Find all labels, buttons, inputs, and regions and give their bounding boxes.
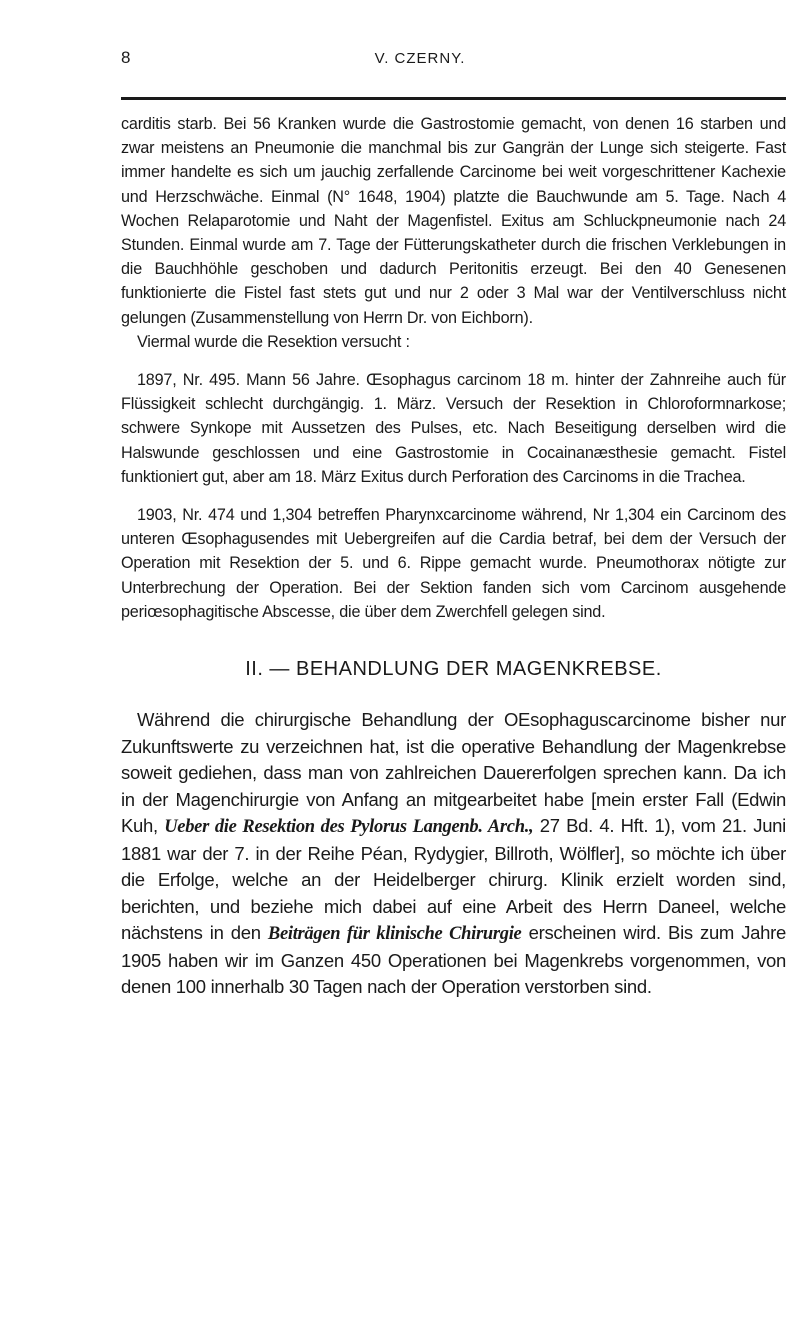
header-rule — [121, 97, 786, 100]
running-head: V. CZERNY. — [374, 50, 466, 67]
section-heading: II. — BEHANDLUNG DER MAGENKREBSE. — [245, 658, 662, 681]
paragraph-case-1897: 1897, Nr. 495. Mann 56 Jahre. Œsophagus carcinom 18 m. hinter der Zahnreihe auch für Flüssigkeit schlecht durchgängig. 1. März. Versuch der Resektion in Chloroformnarkose; schwere Synkope mit Aussetzen des Pulses, etc. Nach Beseitigung derselben wird die Halswunde geschlossen und eine Gastrostomie in Cocainanæsthesie gemacht. Fistel funktioniert gut, aber am 18. März Exitus durch Perforation des Carcinoms in die Trachea. — [121, 371, 786, 486]
main-text-segment: erscheinen wird. Bis zum Jahre 1905 haben wir im Ganzen 450 Operationen bei Magenkrebs vorgenommen, von denen 100 innerhalb 30 Tagen nach der Operation verstorben sind. — [121, 922, 786, 998]
paragraph-resection-attempts: Viermal wurde die Resektion versucht : — [137, 332, 410, 351]
main-text-segment: Während die chirurgische Behandlung der OEsophaguscarcinome bisher nur Zukunftswerte zu verzeichnen hat, ist die operative Behandlung der Magenkrebse soweit gediehen, dass man von zahlreichen Dauererfolgen sprechen kann. Da ich in der Magenchirurgie von Anfang an mitgearbeitet habe [mein erster Fall (Edwin Kuh, — [121, 709, 786, 837]
paragraph-case-1903: 1903, Nr. 474 und 1,304 betreffen Pharynxcarcinome während, Nr 1,304 ein Carcinom des unteren Œsophagusendes mit Uebergreifen auf die Cardia betraf, bei dem der Versuch der Operation mit Resektion der 5. und 6. Rippe gemacht wurde. Pneumothorax nötigte zur Unterbrechung der Operation. Bei der Sektion fanden sich vom Carcinom ausgehende periœsophagitische Abscesse, die über dem Zwerchfell gelegen sind. — [121, 506, 786, 621]
citation-title: Ueber die Resektion des Pylorus Langenb. Arch., — [164, 817, 534, 838]
paragraph-gastric-cancer-treatment — [121, 707, 786, 1001]
main-text-segment: 27 Bd. 4. Hft. 1), vom 21. Juni 1881 war der 7. in der Reihe Péan, Rydygier, Billroth, Wölfler], so möchte ich über die Erfolge, welche an der Heidelberger chirurg. Klinik erzielt worden sind, berichten, und beziehe mich dabei auf eine Arbeit des Herrn Daneel, welche nächstens in den — [121, 815, 786, 944]
paragraph-gastrostomy-results: carditis starb. Bei 56 Kranken wurde die Gastrostomie gemacht, von denen 16 starben und zwar meistens an Pneumonie die manchmal bis zur Gangrän der Lunge sich steigerte. Fast immer handelte es sich um jauchig zerfallende Carcinome bei weit vorgeschrittener Kachexie und Herzschwäche. Einmal (N° 1648, 1904) platzte die Bauchwunde am 5. Tage. Nach 4 Wochen Relaparotomie und Naht der Magenfistel. Exitus am Schluckpneumonie nach 24 Stunden. Einmal wurde am 7. Tage der Fütterungskatheter durch die frischen Verklebungen in die Bauchhöhle geschoben und dadurch Peritonitis erzeugt. Bei den 40 Genesenen funktionierte die Fistel fast stets gut und nur 2 oder 3 Mal war der Ventilverschluss nicht gelungen (Zusammenstellung von Herrn Dr. von Eichborn). — [121, 115, 786, 327]
journal-title: Beiträgen für klinische Chirurgie — [267, 924, 522, 945]
page-number: 8 — [121, 48, 131, 67]
body-text — [121, 112, 786, 1001]
